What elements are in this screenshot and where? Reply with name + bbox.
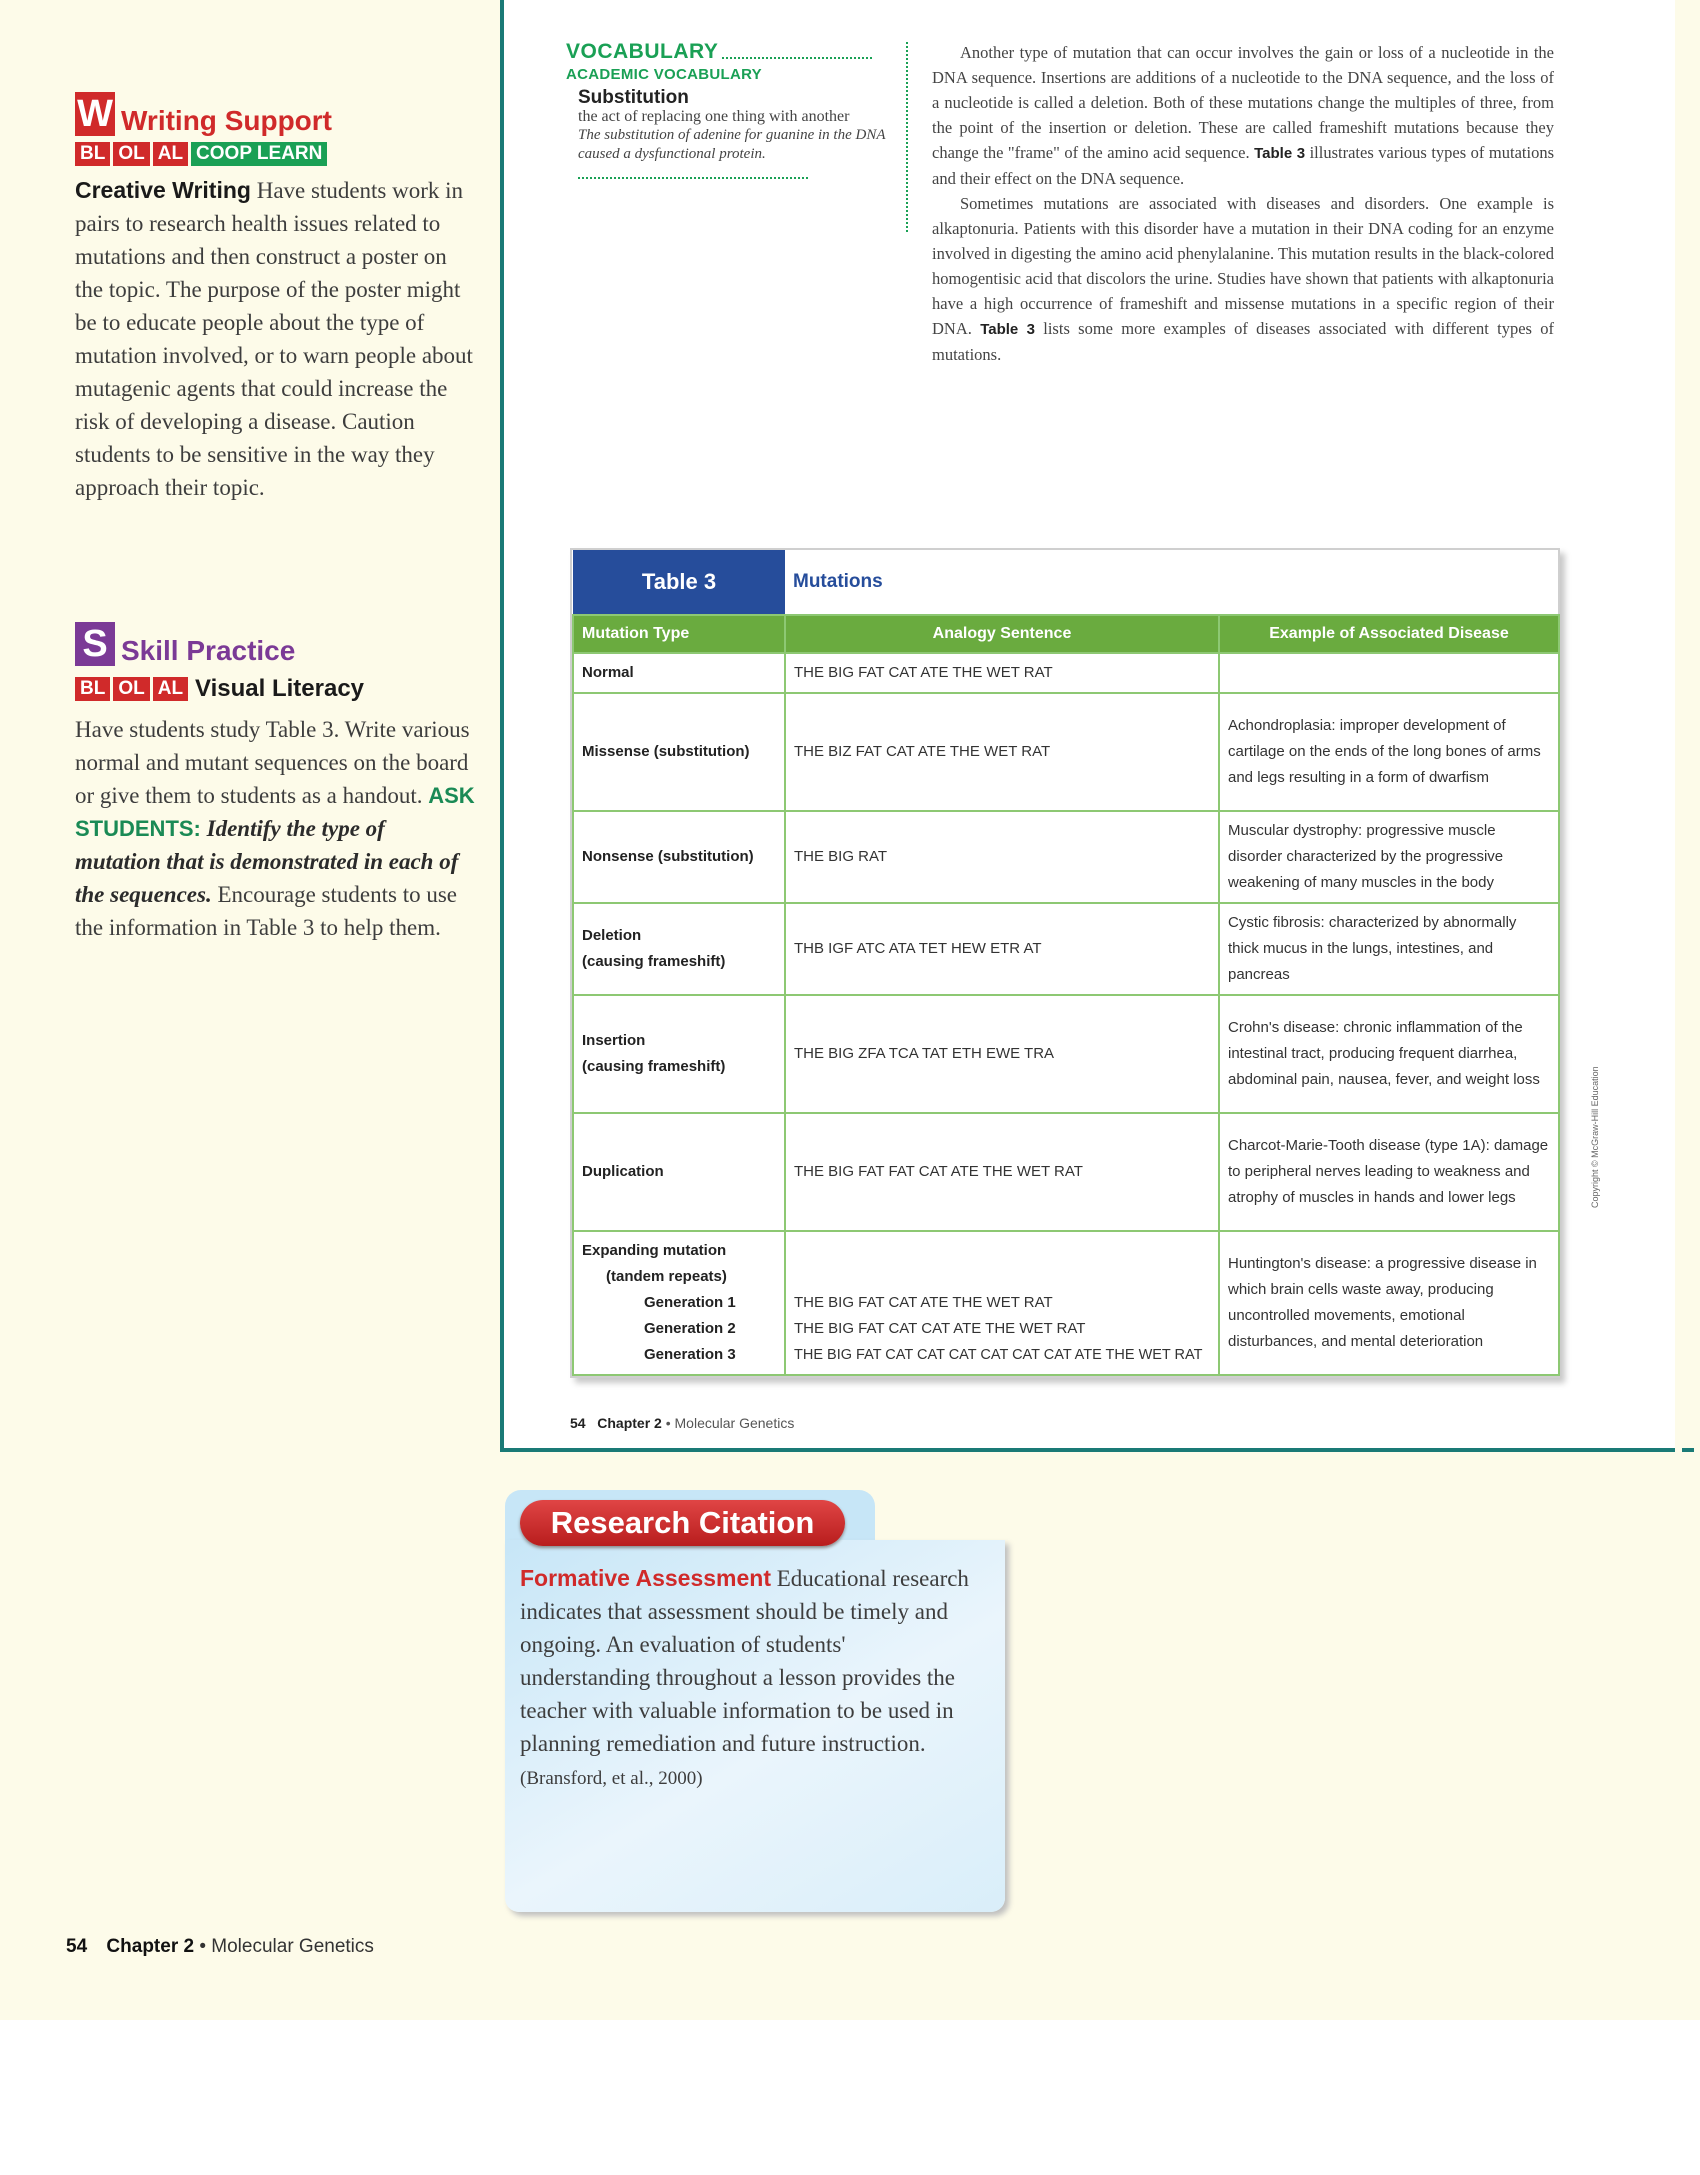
- table-title: Mutations: [785, 550, 1559, 615]
- mutation-type-cell: [573, 1231, 785, 1375]
- article-text: [932, 40, 1554, 367]
- tag-coop-learn: COOP LEARN: [191, 142, 327, 166]
- mutation-type-name: Insertion: [582, 1032, 646, 1049]
- writing-support-header: [75, 92, 475, 136]
- mutation-type-cell: Missense (substitution): [573, 693, 785, 811]
- col-header-disease: Example of Associated Disease: [1219, 615, 1559, 653]
- disease-cell: Huntington's disease: a progressive disease in which brain cells waste away, producing uncontrolled movements, emotional disturbances, and mental deterioration: [1219, 1231, 1559, 1375]
- vocabulary-heading: VOCABULARY: [566, 40, 719, 63]
- writing-support-title: Writing Support: [121, 105, 332, 136]
- dotted-rule: [722, 49, 872, 59]
- disease-cell: Cystic fibrosis: characterized by abnormally thick mucus in the lungs, intestines, and pancreas: [1219, 903, 1559, 995]
- writing-support-text: Have students work in pairs to research health issues related to mutations and then construct a poster on the topic. The purpose of the poster might be to educate people about the type of mutation involved, or to warn people about mutagenic agents that could increase the risk of developing a disease. Caution students to be sensitive in the way they approach their topic.: [75, 178, 473, 500]
- research-citation-source: (Bransford, et al., 2000): [520, 1768, 703, 1789]
- mutation-type-cell: [573, 995, 785, 1113]
- writing-support-tags: [75, 142, 475, 166]
- col-header-mutation-type: Mutation Type: [573, 615, 785, 653]
- generation-analogy: THE BIG FAT CAT ATE THE WET RAT: [794, 1294, 1053, 1311]
- analogy-cell: THE BIG ZFA TCA TAT ETH EWE TRA: [785, 995, 1219, 1113]
- table-3-reference: Table 3: [980, 321, 1035, 338]
- paragraph-1-end: illustrates various types of mutations and their effect on the DNA sequence.: [932, 143, 1555, 188]
- skill-practice-text-1: Have students study Table 3. Write various normal and mutant sequences on the board or give them to students as a handout.: [75, 717, 470, 808]
- research-citation-title: Research Citation: [520, 1500, 845, 1546]
- formative-assessment-lead: Formative Assessment: [520, 1565, 771, 1591]
- analogy-cell: THE BIZ FAT CAT ATE THE WET RAT: [785, 693, 1219, 811]
- copyright-notice: Copyright © McGraw-Hill Education: [1590, 1066, 1600, 1208]
- table-3-reference: Table 3: [1254, 145, 1306, 162]
- vocabulary-term: Substitution: [578, 87, 689, 108]
- paragraph-1-text: Another type of mutation that can occur involves the gain or loss of a nucleotide in the DNA sequence. Insertions are additions of a nucleotide to the DNA sequence, and the loss of a nucleotide is called a deletion. Both of these mutations change the multiples of three, from the point of the insertion or deletion. These are called frameshift mutations because they change the "frame" of the amino acid sequence.: [932, 43, 1554, 162]
- table-row: [573, 693, 1559, 811]
- vocabulary-example: [566, 126, 911, 183]
- page-edge-strip: [1685, 0, 1700, 2020]
- chapter-label: Chapter 2: [106, 1936, 195, 1957]
- vocabulary-definition: the act of replacing one thing with another: [578, 108, 850, 125]
- mutation-type-cell: Normal: [573, 653, 785, 693]
- research-citation-body: [520, 1562, 980, 1795]
- inner-page-footer: [570, 1415, 794, 1431]
- generation-label: Generation 1: [644, 1294, 736, 1311]
- disease-cell: Achondroplasia: improper development of cartilage on the ends of the long bones of arms and legs resulting in a form of dwarfism: [1219, 693, 1559, 811]
- page-footer: [66, 1936, 374, 1958]
- subject-label: Molecular Genetics: [211, 1936, 374, 1957]
- table-row: [573, 653, 1559, 693]
- skill-practice-title: Skill Practice: [121, 635, 296, 666]
- academic-vocabulary-heading: ACADEMIC VOCABULARY: [566, 66, 762, 83]
- skill-practice-section: [75, 622, 475, 944]
- generation-analogy: THE BIG FAT CAT CAT CAT CAT CAT CAT ATE THE WET RAT: [794, 1347, 1203, 1363]
- paragraph-2-end: lists some more examples of diseases associated with different types of mutations.: [932, 319, 1555, 364]
- tag-bl: BL: [75, 677, 110, 701]
- analogy-cell: [785, 1231, 1219, 1375]
- disease-cell: Muscular dystrophy: progressive muscle disorder characterized by the progressive weakening of many muscles in the body: [1219, 811, 1559, 903]
- skill-practice-letter-icon: S: [75, 622, 115, 666]
- tag-al: AL: [153, 142, 188, 166]
- writing-support-letter-icon: W: [75, 92, 115, 136]
- inner-page-number: 54: [570, 1415, 586, 1431]
- analogy-cell: THE BIG FAT CAT ATE THE WET RAT: [785, 653, 1219, 693]
- inner-chapter-label: Chapter 2: [597, 1415, 662, 1431]
- table-row: [573, 995, 1559, 1113]
- mutation-type-cell: Duplication: [573, 1113, 785, 1231]
- mutations-table: [570, 548, 1560, 1378]
- mutation-type-name: Expanding mutation: [582, 1242, 727, 1259]
- mutation-type-note: (causing frameshift): [582, 953, 726, 970]
- ask-students-label: ASK STUDENTS:: [75, 783, 475, 841]
- footer-separator: •: [199, 1936, 206, 1957]
- mutation-type-note: (causing frameshift): [582, 1058, 726, 1075]
- tag-ol: OL: [113, 677, 149, 701]
- writing-support-body: [75, 174, 475, 504]
- inner-subject-label: Molecular Genetics: [674, 1415, 795, 1431]
- skill-practice-tags: [75, 672, 475, 705]
- table-row: [573, 811, 1559, 903]
- skill-practice-text-2: Encourage students to use the information in Table 3 to help them.: [75, 882, 457, 940]
- analogy-cell: THE BIG FAT FAT CAT ATE THE WET RAT: [785, 1113, 1219, 1231]
- disease-cell: Charcot-Marie-Tooth disease (type 1A): damage to peripheral nerves leading to weakness and atrophy of muscles in hands and lower legs: [1219, 1113, 1559, 1231]
- panel-edge-mark: [1682, 1448, 1694, 1452]
- visual-literacy-label: Visual Literacy: [195, 675, 365, 702]
- table-row: [573, 1113, 1559, 1231]
- generation-label: Generation 3: [644, 1346, 736, 1363]
- ask-students-question: Identify the type of mutation that is demonstrated in each of the sequences.: [75, 816, 459, 907]
- table-header-row: [573, 615, 1559, 653]
- skill-practice-header: [75, 622, 475, 666]
- mutation-type-cell: Nonsense (substitution): [573, 811, 785, 903]
- generation-analogy: THE BIG FAT CAT CAT ATE THE WET RAT: [794, 1320, 1086, 1337]
- disease-cell: [1219, 653, 1559, 693]
- disease-cell: Crohn's disease: chronic inflammation of the intestinal tract, producing frequent diarrhea, abdominal pain, nausea, fever, and weight loss: [1219, 995, 1559, 1113]
- vocabulary-dotted-border: [906, 42, 908, 232]
- mutation-type-name: Deletion: [582, 927, 642, 944]
- generation-label: Generation 2: [644, 1320, 736, 1337]
- analogy-cell: THE BIG RAT: [785, 811, 1219, 903]
- table-row: [573, 1231, 1559, 1375]
- mutation-type-cell: [573, 903, 785, 995]
- vocabulary-heading-row: [566, 42, 911, 63]
- research-citation-text: Educational research indicates that assessment should be timely and ongoing. An evaluation of students' understanding throughout a lesson provides the teacher with valuable information to be used in planning remediation and future instruction.: [520, 1566, 969, 1756]
- analogy-cell: THB IGF ATC ATA TET HEW ETR AT: [785, 903, 1219, 995]
- inner-footer-separator: •: [665, 1415, 671, 1431]
- skill-practice-body: [75, 713, 475, 944]
- table-row: [573, 903, 1559, 995]
- writing-support-section: [75, 92, 475, 504]
- vocabulary-example-text: The substitution of adenine for guanine in the DNA caused a dysfunctional protein.: [578, 127, 886, 162]
- creative-writing-lead: Creative Writing: [75, 177, 251, 203]
- table-label: Table 3: [573, 550, 785, 615]
- page-number: 54: [66, 1936, 88, 1957]
- dotted-rule: [578, 169, 808, 179]
- article-paragraph-2: [932, 191, 1554, 367]
- tag-bl: BL: [75, 142, 110, 166]
- tag-ol: OL: [113, 142, 149, 166]
- paragraph-2-text: Sometimes mutations are associated with diseases and disorders. One example is alkaptonuria. Patients with this disorder have a mutation in their DNA coding for an enzyme involved in digesting the amino acid phenylalanine. This mutation results in the black-colored homogentisic acid that discolors the urine. Studies have shown that patients with alkaptonuria have a high occurrence of frameshift and missense mutations in a specific region of their DNA.: [932, 194, 1554, 338]
- article-paragraph-1: [932, 40, 1554, 191]
- col-header-analogy: Analogy Sentence: [785, 615, 1219, 653]
- mutation-type-note: (tandem repeats): [606, 1268, 727, 1285]
- research-citation-box: [505, 1490, 1005, 1912]
- tag-al: AL: [153, 677, 188, 701]
- vocabulary-box: [566, 42, 911, 183]
